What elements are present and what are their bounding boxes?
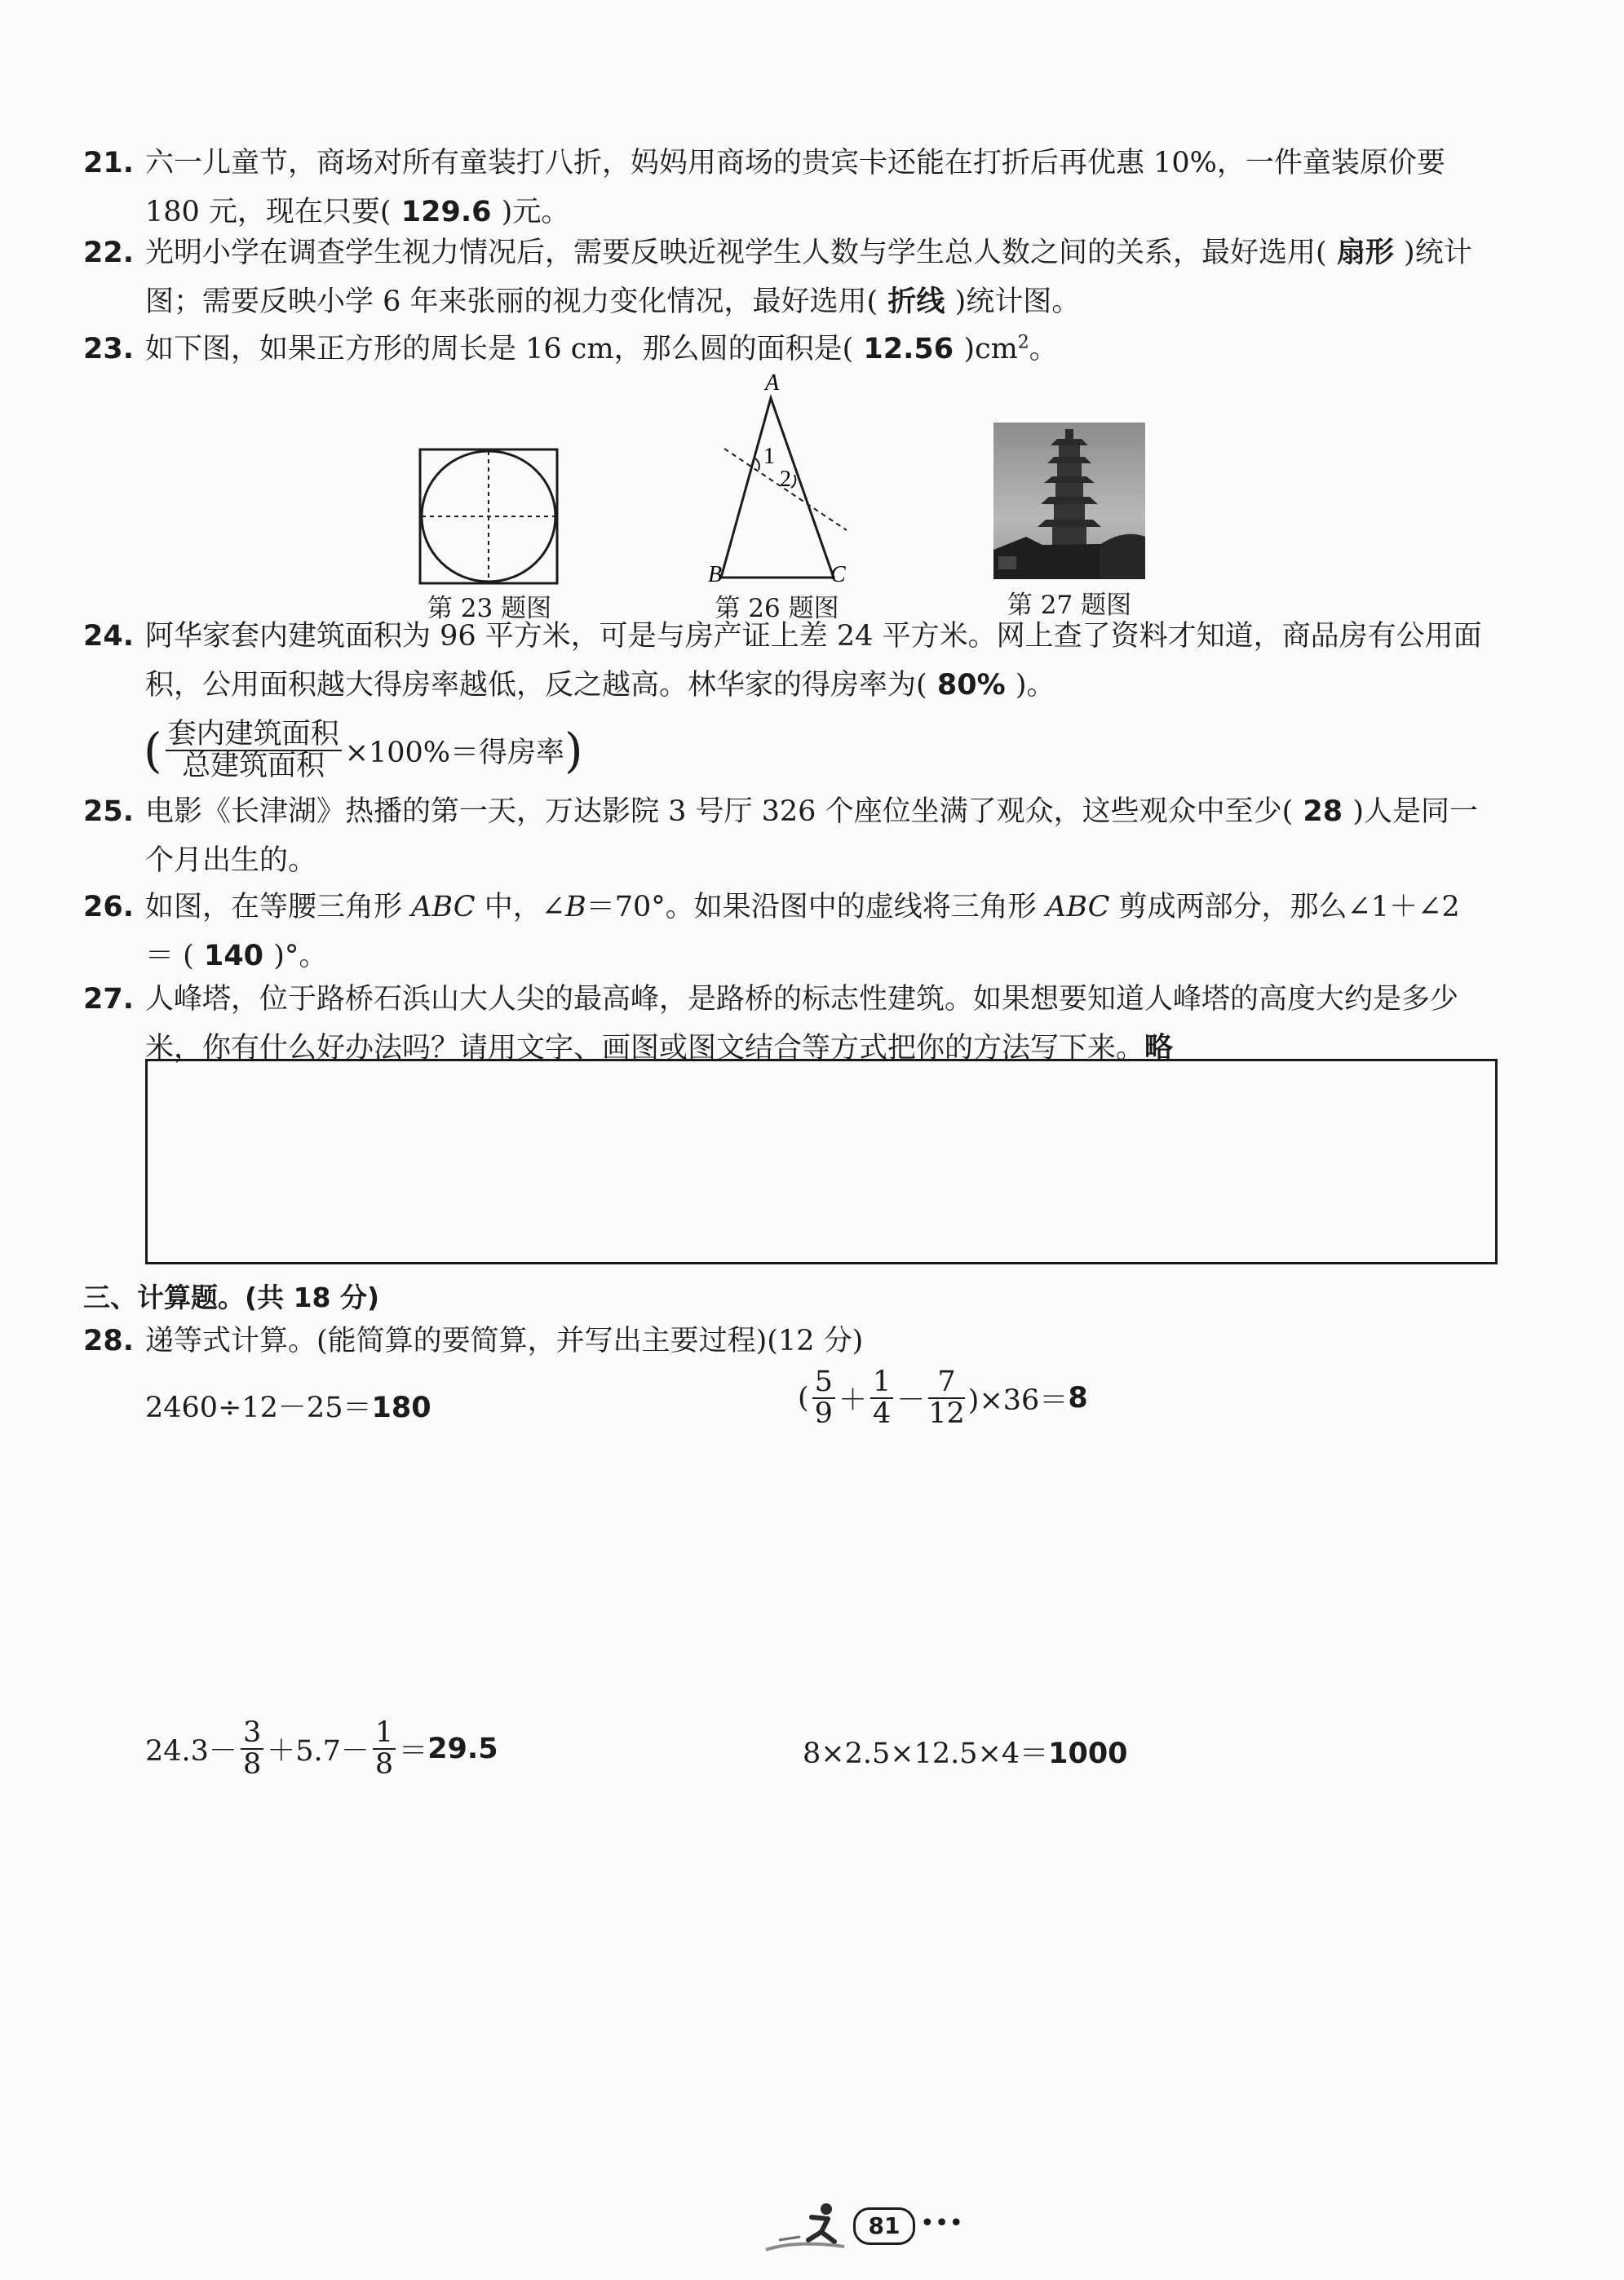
equals: ＝ xyxy=(399,1734,428,1768)
answer-1: 扇形 xyxy=(1326,237,1405,269)
denominator: 8 xyxy=(242,1747,262,1781)
question-26 xyxy=(83,883,1486,981)
answer: 28 xyxy=(1293,795,1353,828)
calc-result: 29.5 xyxy=(427,1732,498,1765)
expression: ＋5.7－ xyxy=(267,1734,369,1768)
answer: 80% xyxy=(927,669,1016,702)
caption-23: 第 23 题图 xyxy=(427,594,552,623)
question-text: 阿华家套内建筑面积为 96 平方米，可是与房产证上差 24 平方米。网上查了资料才知道，商品房有公用面积，公用面积越大得房率越低，反之越高。林华家的得房率为( xyxy=(145,620,1482,702)
answer-2: 折线 xyxy=(878,286,955,318)
expression: 2460÷12－25＝ xyxy=(145,1392,372,1424)
paren-left: ( xyxy=(798,1381,809,1414)
angle-2-label: 2 xyxy=(780,467,791,492)
question-text: 人峰塔，位于路桥石浜山大人尖的最高峰，是路桥的标志性建筑。如果想要知道人峰塔的高度大约是多少米，你有什么好办法吗？请用文字、画图或图文结合等方式把你的方法写下来。 xyxy=(145,983,1459,1065)
question-tail: )元。 xyxy=(501,196,570,228)
operator: － xyxy=(896,1383,926,1417)
question-24 xyxy=(83,612,1486,710)
question-end: 。 xyxy=(1029,333,1058,365)
question-21 xyxy=(83,139,1486,237)
fraction xyxy=(812,1367,835,1429)
question-28 xyxy=(83,1317,1486,1366)
fraction xyxy=(870,1367,893,1429)
vertex-b-label: B xyxy=(708,562,723,587)
calc-1 xyxy=(145,1385,431,1426)
caption-27: 第 27 题图 xyxy=(1007,591,1132,620)
vertex-c-label: C xyxy=(830,562,846,587)
fraction-numerator: 套内建筑面积 xyxy=(166,719,342,751)
question-number: 22. xyxy=(83,237,135,269)
question-text: 如图，在等腰三角形 xyxy=(145,891,412,923)
question-22 xyxy=(83,228,1486,326)
denominator: 9 xyxy=(814,1397,833,1430)
angle-name: B xyxy=(565,891,586,923)
triangle-name: ABC xyxy=(1045,891,1110,923)
question-tail: )人是同一个月出生的。 xyxy=(145,795,1478,877)
numerator: 7 xyxy=(928,1367,965,1399)
question-27 xyxy=(83,975,1486,1073)
angle-1-label: 1 xyxy=(763,444,775,469)
question-number: 21. xyxy=(83,147,135,179)
numerator: 3 xyxy=(241,1718,263,1750)
figure-23-square-circle xyxy=(418,447,561,586)
calc-result: 8 xyxy=(1068,1381,1088,1414)
answer: 略 xyxy=(1144,1032,1174,1065)
section-heading: 三、计算题。(共 18 分) xyxy=(83,1282,380,1313)
caption-26: 第 26 题图 xyxy=(715,594,839,623)
denominator: 12 xyxy=(928,1397,965,1430)
answer-box xyxy=(145,1059,1498,1264)
calc-2 xyxy=(798,1367,1088,1429)
calc-3 xyxy=(145,1718,498,1780)
question-number: 26. xyxy=(83,891,135,923)
fraction xyxy=(373,1718,396,1780)
fraction xyxy=(928,1367,965,1429)
numerator: 1 xyxy=(373,1718,396,1750)
denominator: 8 xyxy=(374,1747,394,1781)
paren-right: ) xyxy=(564,722,583,778)
question-number: 24. xyxy=(83,620,135,653)
calc-result: 180 xyxy=(371,1392,431,1424)
question-number: 25. xyxy=(83,795,135,828)
answer: 12.56 xyxy=(853,333,964,365)
question-tail: )°。 xyxy=(273,940,328,972)
formula-text: ×100%＝得房率 xyxy=(344,736,565,769)
expression: 8×2.5×12.5×4＝ xyxy=(803,1738,1049,1770)
triangle-name: ABC xyxy=(411,891,476,923)
fraction xyxy=(241,1718,263,1780)
question-text: 递等式计算。(能简算的要简算，并写出主要过程)(12 分) xyxy=(145,1325,864,1357)
question-tail: )统计图。 xyxy=(954,286,1081,318)
runner-logo-icon xyxy=(763,2199,852,2256)
page-number: 81 xyxy=(853,2207,915,2245)
question-number: 28. xyxy=(83,1325,135,1357)
question-text: 如下图，如果正方形的周长是 16 cm，那么圆的面积是( xyxy=(145,333,854,365)
question-23 xyxy=(83,325,1486,374)
calc-4 xyxy=(803,1731,1128,1772)
question-tail: )。 xyxy=(1015,669,1055,702)
denominator: 4 xyxy=(872,1397,892,1430)
question-25 xyxy=(83,787,1486,885)
question-text: 中，∠ xyxy=(475,891,566,923)
paren-left: ( xyxy=(144,722,162,778)
fraction-denominator: 总建筑面积 xyxy=(182,749,325,782)
formula-note xyxy=(144,719,583,781)
question-text: 六一儿童节，商场对所有童装打八折，妈妈用商场的贵宾卡还能在打折后再优惠 10%，一件童装原价要 180 元，现在只要( xyxy=(145,147,1445,228)
question-text: 电影《长津湖》热播的第一天，万达影院 3 号厅 326 个座位坐满了观众，这些观众中至少( xyxy=(145,795,1294,828)
question-text: 剪成两部分，那么∠1＋∠2＝ ( xyxy=(145,891,1460,972)
figure-27-pagoda-photo xyxy=(993,423,1145,579)
fraction xyxy=(166,719,342,781)
expression: )×36＝ xyxy=(967,1383,1069,1417)
question-text: 光明小学在调查学生视力情况后，需要反映近视学生人数与学生总人数之间的关系，最好选用( xyxy=(145,237,1327,269)
figure-26-triangle xyxy=(701,374,865,587)
calc-result: 1000 xyxy=(1048,1738,1128,1770)
answer: 129.6 xyxy=(391,196,502,228)
superscript: 2 xyxy=(1017,332,1029,353)
question-tail: )cm xyxy=(963,333,1018,365)
numerator: 1 xyxy=(870,1367,893,1399)
question-number: 23. xyxy=(83,333,135,365)
expression: 24.3－ xyxy=(145,1734,237,1768)
question-number: 27. xyxy=(83,983,135,1016)
answer: 140 xyxy=(193,940,274,972)
page-dots: ••• xyxy=(920,2209,964,2238)
vertex-a-label: A xyxy=(765,374,780,396)
numerator: 5 xyxy=(812,1367,835,1399)
question-text: )统计图；需要反映小学 6 年来张丽的视力变化情况，最好选用( xyxy=(145,237,1472,318)
question-text: ＝70°。如果沿图中的虚线将三角形 xyxy=(586,891,1046,923)
operator: ＋ xyxy=(838,1383,867,1417)
